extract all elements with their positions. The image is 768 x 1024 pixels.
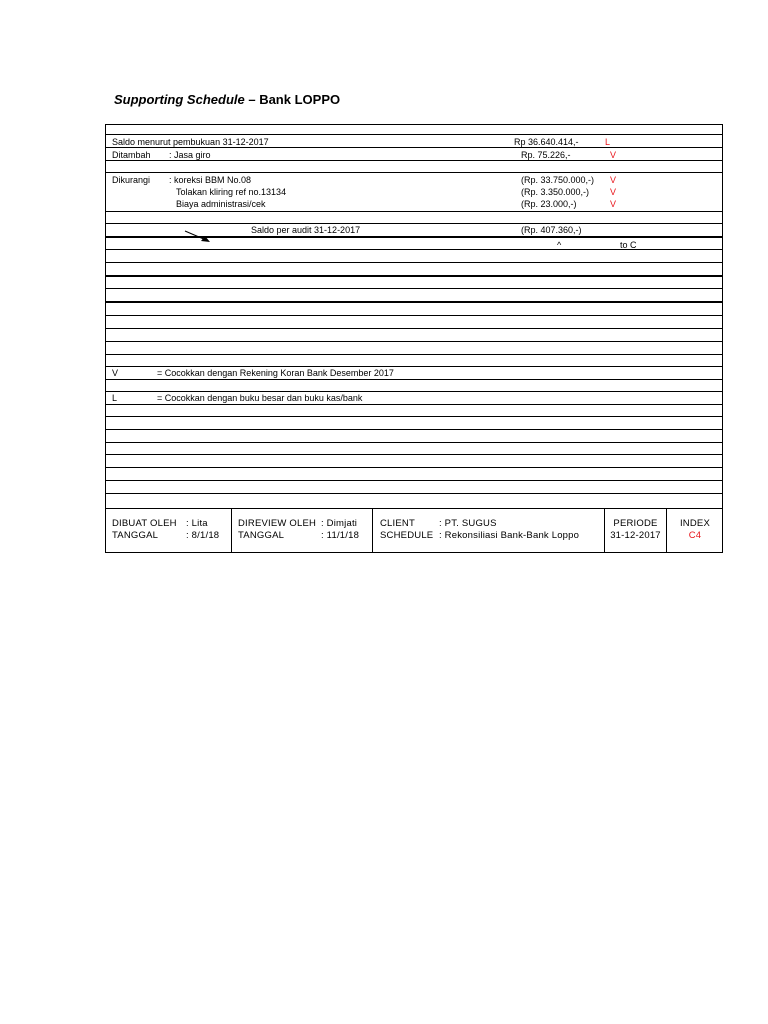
index-label: INDEX: [679, 518, 711, 529]
row-line: [106, 315, 722, 316]
row-line: [106, 172, 722, 173]
tickmark-v: V: [610, 150, 617, 160]
client-value: : PT. SUGUS: [439, 518, 497, 529]
section-line: [106, 275, 722, 277]
row-line: [106, 341, 722, 342]
row-line: [106, 262, 722, 263]
title-italic: Supporting Schedule: [114, 92, 245, 107]
tanggal-dibuat-label: TANGGAL: [112, 530, 159, 541]
column-divider: [231, 509, 232, 553]
schedule-title: [114, 92, 340, 107]
row-line: [106, 404, 722, 405]
tolakan-kliring-amount: (Rp. 3.350.000,-): [521, 187, 590, 197]
row-line: [106, 328, 722, 329]
row-line: [106, 379, 722, 380]
row-line: [106, 429, 722, 430]
to-c-reference: to C: [620, 240, 637, 250]
row-line: [106, 391, 722, 392]
row-line: [106, 288, 722, 289]
dikurangi-label: Dikurangi: [112, 175, 151, 185]
row-line: [106, 493, 722, 494]
legend-l-text: = Cocokkan dengan buku besar dan buku kas/bank: [157, 393, 363, 403]
saldo-audit-label: Saldo per audit 31-12-2017: [251, 225, 361, 235]
jasa-giro-item: : Jasa giro: [169, 150, 211, 160]
tanggal-dibuat-value: : 8/1/18: [186, 530, 220, 541]
row-line: [106, 416, 722, 417]
direview-oleh-value: : Dimjati: [321, 518, 358, 529]
periode-value: 31-12-2017: [610, 530, 661, 541]
jasa-giro-amount: Rp. 75.226,-: [521, 150, 571, 160]
direview-oleh-label: DIREVIEW OLEH: [238, 518, 317, 529]
index-value: C4: [688, 530, 702, 541]
biaya-admin-item: Biaya administrasi/cek: [176, 199, 266, 209]
ditambah-label: Ditambah: [112, 150, 151, 160]
column-divider: [372, 509, 373, 553]
row-line: [106, 467, 722, 468]
legend-v-text: = Cocokkan dengan Rekening Koran Bank Desember 2017: [157, 368, 394, 378]
arrow-icon: [184, 229, 214, 245]
row-line: [106, 134, 722, 135]
tanggal-review-value: : 11/1/18: [321, 530, 360, 541]
saldo-buku-amount: Rp 36.640.414,-: [514, 137, 579, 147]
row-line: [106, 480, 722, 481]
dibuat-oleh-value: : Lita: [186, 518, 208, 529]
dibuat-oleh-label: DIBUAT OLEH: [112, 518, 177, 529]
saldo-buku-label: Saldo menurut pembukuan 31-12-2017: [112, 137, 269, 147]
schedule-value: : Rekonsiliasi Bank-Bank Loppo: [439, 530, 580, 541]
legend-v-symbol: V: [112, 368, 119, 378]
periode-label: PERIODE: [613, 518, 658, 529]
schedule-label: SCHEDULE: [380, 530, 434, 541]
tickmark-v: V: [610, 175, 617, 185]
row-line: [106, 366, 722, 367]
tickmark-v: V: [610, 187, 617, 197]
caret-mark: ^: [557, 240, 562, 250]
tickmark-v: V: [610, 199, 617, 209]
signoff-footer: [106, 509, 722, 553]
tickmark-l: L: [605, 137, 611, 147]
row-line: [106, 211, 722, 212]
biaya-admin-amount: (Rp. 23.000,-): [521, 199, 577, 209]
row-line: [106, 223, 722, 224]
koreksi-bbm-amount: (Rp. 33.750.000,-): [521, 175, 595, 185]
tanggal-review-label: TANGGAL: [238, 530, 285, 541]
section-line: [106, 301, 722, 303]
row-line: [106, 354, 722, 355]
saldo-audit-amount: (Rp. 407.360,-): [521, 225, 582, 235]
koreksi-bbm-item: : koreksi BBM No.08: [169, 175, 252, 185]
legend-l-symbol: L: [112, 393, 118, 403]
row-line: [106, 442, 722, 443]
tolakan-kliring-item: Tolakan kliring ref no.13134: [176, 187, 287, 197]
working-paper-sheet: [105, 124, 723, 553]
client-label: CLIENT: [380, 518, 415, 529]
title-rest: – Bank LOPPO: [244, 92, 341, 107]
row-line: [106, 454, 722, 455]
